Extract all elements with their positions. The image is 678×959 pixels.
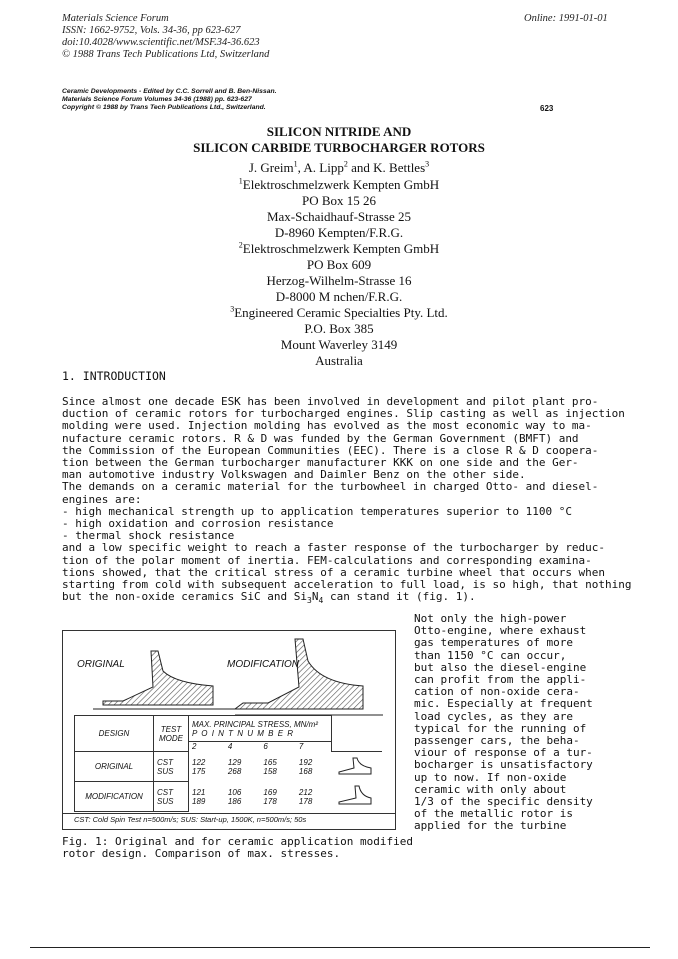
author-1: J. Greim [248, 160, 294, 175]
text-line: 1/3 of the specific density [414, 795, 593, 809]
point-number: 2 [192, 742, 197, 752]
row-design: ORIGINAL [75, 752, 154, 782]
figure-caption [62, 836, 413, 860]
text-line: ceramic with only about [414, 782, 567, 796]
table-cell: 169 178 [263, 787, 277, 806]
text-line: passenger cars, the beha- [414, 734, 580, 748]
text-line: bocharger is unsatisfactory [414, 758, 593, 772]
table-cell: 122 175 [192, 757, 206, 776]
text-line: tion of the polar moment of inertia. FEM-calculations and corresponding examina- [62, 553, 592, 567]
affiliation-1: $^1$Elektroschmelzwerk Kempten GmbH [238, 176, 440, 192]
point-sketch-modification [332, 782, 383, 812]
affiliation-3: $^3$Engineered Ceramic Specialties Pty. Ltd. [230, 304, 448, 320]
figure-1 [62, 630, 396, 830]
header-design: DESIGN [75, 716, 154, 752]
text-line-formula: but the non-oxide ceramics SiC and $Si_3N_4$ can stand it (fig. 1). [62, 590, 476, 606]
affiliation-2-city: D-8000 M nchen/F.R.G. [275, 289, 403, 304]
caption-line-2: rotor design. Comparison of max. stresses. [62, 847, 341, 861]
point-number: 6 [263, 742, 268, 752]
figure-label-modification: MODIFICATION [227, 659, 300, 670]
text-line: load cycles, as they are [414, 709, 573, 723]
text-line: Otto-engine, where exhaust [414, 624, 587, 638]
text-line: Not only the high-power [414, 612, 567, 625]
text-line: engines are: [62, 492, 142, 506]
row-mode: CST SUS [154, 752, 189, 782]
text-line: man automotive industry Volkswagen and Daimler Benz on the other side. [62, 468, 526, 482]
rotor-drawings [63, 631, 395, 721]
bottom-rule [30, 947, 650, 948]
text-line: tions showed, that the critical stress of a ceramic turbine wheel that occurs when [62, 565, 606, 579]
text-line: but also the diesel-engine [414, 660, 587, 674]
affiliation-1-street: Max-Schaidhauf-Strasse 25 [266, 209, 412, 224]
authors: J. Greim$^1$, A. Lipp$^2$ and K. Bettles$^3$ [248, 159, 430, 175]
source-block [62, 88, 277, 111]
text-line: of the metallic rotor is [414, 807, 573, 821]
affiliation-1-box: PO Box 15 26 [301, 193, 377, 208]
affiliation-2-box: PO Box 609 [306, 257, 372, 272]
table-cell: 165 158 [263, 757, 277, 776]
sketch-column [332, 716, 383, 752]
section-heading: 1. INTRODUCTION [62, 369, 166, 383]
text-line: nufacture ceramic rotors. R & D was funded by the German Government (BMFT) and [62, 431, 579, 445]
issn-line: ISSN: 1662-9752, Vols. 34-36, pp 623-627 [62, 25, 241, 36]
text-line: the Commission of the European Communities (EEC). There is a close R & D coopera- [62, 443, 599, 457]
table-cell: 129 268 [227, 757, 242, 776]
text-line: mic. Especially at frequent [414, 697, 593, 711]
affiliation-3-box: P.O. Box 385 [304, 321, 374, 336]
text-line: - thermal shock resistance [62, 529, 235, 543]
table-cell: 212 178 [298, 787, 313, 806]
text-line: - high mechanical strength up to application temperatures superior to 1100 °C [62, 504, 572, 518]
rotor-point-sketch-icon [335, 784, 375, 808]
table-cell: 192 168 [298, 757, 313, 776]
text-line: - high oxidation and corrosion resistance [62, 517, 334, 531]
intro-paragraph [62, 395, 632, 606]
affiliation-3-city: Mount Waverley 3149 [280, 337, 398, 352]
table-row-modification [75, 782, 383, 812]
point-number: 7 [298, 742, 304, 752]
text-line: Since almost one decade ESK has been involved in development and pilot plant pro- [62, 395, 599, 408]
footnote-divider [63, 813, 395, 814]
text-line: tion between the German turbocharger manufacturer KKK on one side and the Ger- [62, 456, 579, 470]
text-line: molding were used. Injection molding has evolved as the most economic way to ma- [62, 419, 592, 433]
title-line-1: SILICON NITRIDE AND [266, 124, 412, 139]
figure-footnote: CST: Cold Spin Test n=500m/s; SUS: Start-up, 1500K, n=500m/s; 50s [74, 815, 307, 824]
right-column-text [414, 613, 624, 833]
text-line: The demands on a ceramic material for the turbowheel in charged Otto- and diesel- [62, 480, 599, 494]
text-line: cation of non-oxide cera- [414, 685, 580, 699]
affiliation-1-city: D-8960 Kempten/F.R.G. [274, 225, 404, 240]
affiliation-2-street: Herzog-Wilhelm-Strasse 16 [266, 273, 412, 288]
stress-table [74, 715, 382, 812]
row-design: MODIFICATION [75, 782, 154, 812]
source-line-3: Copyright © 1988 by Trans Tech Publications Ltd., Switzerland. [62, 103, 266, 111]
text-line: than 1150 °C can occur, [414, 648, 567, 662]
copyright-line: © 1988 Trans Tech Publications Ltd, Switzerland [62, 49, 270, 60]
text-line: up to now. If non-oxide [414, 770, 567, 784]
point-sketch-original [332, 752, 383, 782]
source-line-1: Ceramic Developments - Edited by C.C. Sorrell and B. Ben-Nissan. [62, 88, 277, 95]
text-line: applied for the turbine [414, 819, 567, 833]
text-line: duction of ceramic rotors for turbocharged engines. Slip casting as well as injection [62, 407, 625, 421]
doi-line: doi:10.4028/www.scientific.net/MSF.34-36.623 [62, 37, 260, 48]
source-line-2: Materials Science Forum Volumes 34-36 (1988) pp. 623-627 [62, 95, 252, 103]
text-line: can profit from the appli- [414, 673, 587, 687]
affiliation-2: $^2$Elektroschmelzwerk Kempten GmbH [238, 240, 440, 256]
header-test-mode: TEST MODE [154, 716, 189, 752]
table-cell: 121 189 [192, 787, 206, 806]
rotor-point-sketch-icon [335, 754, 375, 778]
author-3: and K. Bettles [347, 160, 426, 175]
text-line: gas temperatures of more [414, 636, 573, 650]
table-row-original [75, 752, 383, 782]
journal-metadata [62, 13, 269, 61]
title-line-2: SILICON CARBIDE TURBOCHARGER ROTORS [193, 140, 485, 155]
text-line: starting from cold with subsequent acceleration to full load, is so high, that nothing [62, 578, 632, 592]
caption-line-1: Fig. 1: Original and for ceramic application modified [62, 835, 413, 848]
row-mode: CST SUS [154, 782, 189, 812]
table-header-row [75, 716, 383, 742]
text-line: viour of response of a tur- [414, 746, 593, 760]
online-date: Online: 1991-01-01 [524, 13, 608, 24]
author-2: , A. Lipp [297, 160, 344, 175]
page-number: 623 [540, 104, 554, 113]
table-cell: 106 186 [227, 787, 242, 806]
header-stress: MAX. PRINCIPAL STRESS, MN/m² P O I N T N U M B E R [189, 716, 332, 742]
text-line: and a low specific weight to reach a faster response of the turbocharger by reduc- [62, 541, 606, 555]
text-line: typical for the running of [414, 721, 587, 735]
figure-label-original: ORIGINAL [77, 659, 125, 670]
point-number: 4 [227, 742, 233, 752]
journal-name: Materials Science Forum [62, 13, 169, 24]
affiliation-3-country: Australia [315, 353, 363, 368]
modified-rotor-drawing [235, 639, 383, 715]
